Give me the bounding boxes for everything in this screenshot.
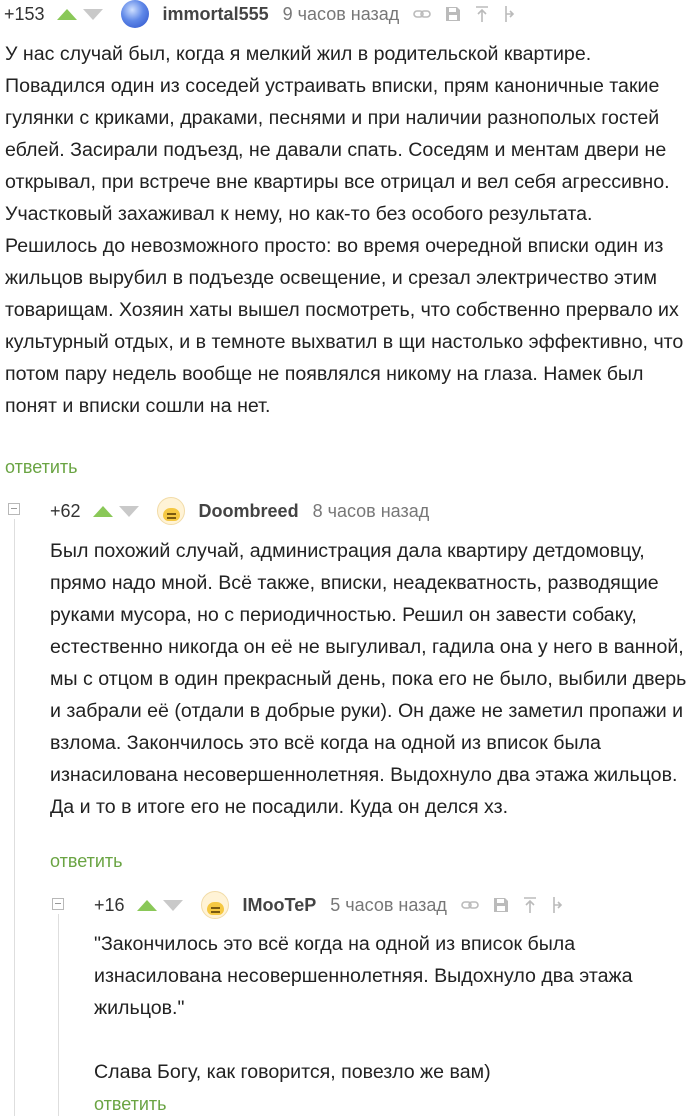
comment-time[interactable]: 8 часов назад: [312, 500, 430, 521]
reply-link[interactable]: ответить: [94, 1094, 167, 1114]
downvote-icon[interactable]: [83, 9, 103, 20]
reply-link[interactable]: ответить: [5, 457, 78, 477]
parent-icon[interactable]: [475, 5, 489, 23]
thread-line[interactable]: [14, 519, 15, 1116]
comment-text: [50, 535, 690, 823]
comment-body: У нас случай был, когда я мелкий жил в родительской квартире. Повадился один из соседей устраивать вписки, прям каноничные такие гулянки с криками, драками, песнями и при наличии разнополых гостей еблей. Засирали подъезд, не давали спать. Соседям и ментам двери не открывал, при встрече вне квартиры все отрицал и вел себя агрессивно. Участковый захаживал к нему, но как-то без особого результата. Решилось до невозможного просто: во время очередной вписки один из жильцов вырубил в подъезде освещение, и срезал электричество этим товарищам. Хозяин хаты вышел посмотреть, что собственно прервало их культурный отдых, и в темноте выхватил в щи настолько эффективно, что потом пару недель вообще не появлялся никому на глаза. Намек был понят и вписки сошли на нет.: [5, 43, 684, 417]
comment-quote: "Закончилось это всё когда на одной из вписок была изнасилована несовершеннолетняя. Выдохнуло два этажа жильцов.": [94, 933, 633, 1019]
downvote-icon[interactable]: [163, 900, 183, 911]
comment-body: Был похожий случай, администрация дала квартиру детдомовцу, прямо надо мной. Всё также, вписки, неадекватность, разводящие руками мусора, но с периодичностью. Решил он завести собаку, естественно никогда он её не выгуливал, гадила она у него в ванной, мы с отцом в один прекрасный день, пока его не было, выбили дверь и забрали её (отдали в добрые руки). Он даже не заметил пропажи и взлома. Закончилось это всё когда на одной из вписок была изнасилована несовершеннолетняя. Выдохнуло два этажа жильцов. Да и то в итоге его не посадили. Куда он делся хз.: [50, 540, 687, 818]
comment-time[interactable]: 5 часов назад: [330, 894, 447, 915]
save-icon[interactable]: [493, 897, 509, 913]
thread-icon[interactable]: [551, 896, 563, 914]
comment-header: [50, 497, 429, 525]
comment-body: Слава Богу, как говорится, повезло же вам): [94, 1061, 491, 1083]
save-icon[interactable]: [445, 6, 461, 22]
parent-icon[interactable]: [523, 896, 537, 914]
avatar[interactable]: [201, 891, 229, 919]
comment-header: [94, 891, 563, 919]
thread-icon[interactable]: [503, 5, 515, 23]
comment-text: [94, 928, 684, 1088]
avatar[interactable]: [157, 497, 185, 525]
author-name[interactable]: immortal555: [162, 3, 269, 24]
comment-rating: +62: [50, 500, 81, 521]
link-icon[interactable]: [461, 896, 479, 914]
comment-rating: +16: [94, 894, 125, 915]
comment-time[interactable]: 9 часов назад: [282, 3, 400, 24]
author-name[interactable]: IMooTeP: [242, 894, 317, 915]
collapse-toggle[interactable]: [52, 898, 64, 910]
avatar[interactable]: [121, 0, 149, 28]
upvote-icon[interactable]: [137, 900, 157, 911]
link-icon[interactable]: [413, 5, 431, 23]
author-name[interactable]: Doombreed: [198, 500, 299, 521]
comment-header: [4, 0, 515, 28]
collapse-toggle[interactable]: [8, 503, 20, 515]
reply-link[interactable]: ответить: [50, 851, 123, 871]
upvote-icon[interactable]: [57, 9, 77, 20]
comment-text: [5, 38, 685, 422]
upvote-icon[interactable]: [93, 506, 113, 517]
downvote-icon[interactable]: [119, 506, 139, 517]
thread-line[interactable]: [58, 914, 59, 1116]
comment-rating: +153: [4, 3, 45, 24]
